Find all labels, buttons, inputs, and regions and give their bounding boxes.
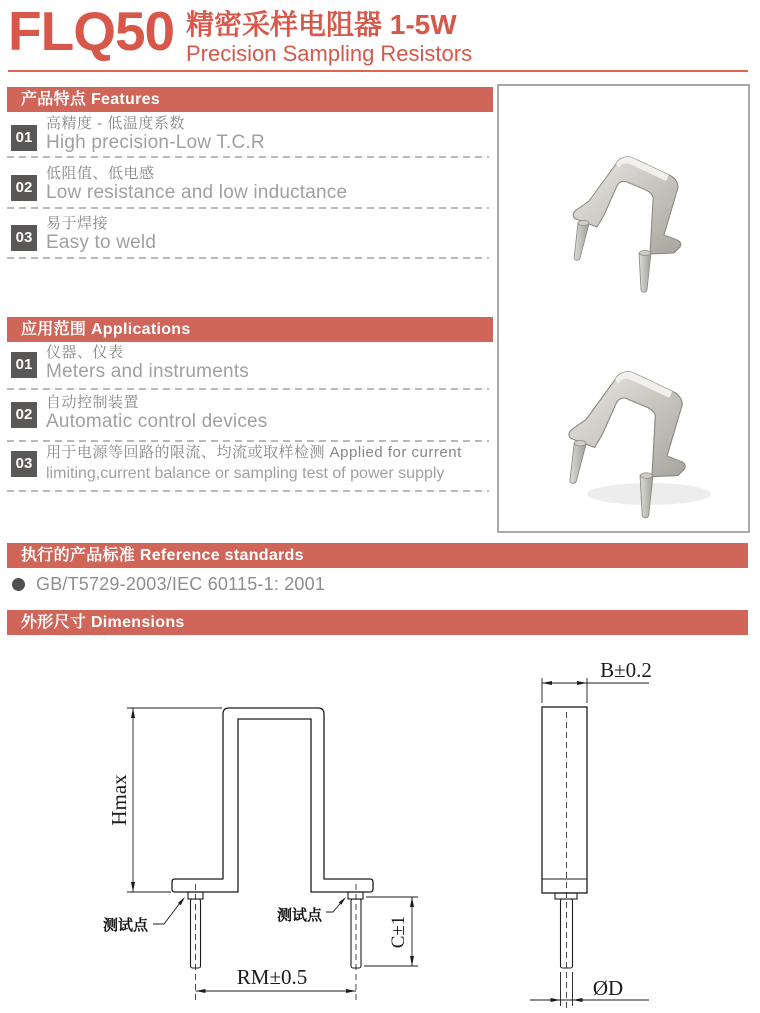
section-heading-features: 产品特点 Features [7,87,493,112]
product-model: FLQ50 [8,0,175,62]
feature-number-badge: 03 [11,225,37,251]
feature-item-zh: 易于焊接 [46,215,109,232]
dashed-divider [7,257,489,259]
test-point-label-right: 测试点 [277,907,323,924]
product-photo-top [573,157,681,292]
technical-drawing-front [127,708,418,1002]
section-heading-standards: 执行的产品标准 Reference standards [7,543,748,568]
feature-item-en: Low resistance and low inductance [46,182,348,203]
application-item-en: Meters and instruments [46,361,249,382]
technical-drawing-side [530,678,649,1008]
section-heading-applications: 应用范围 Applications [7,317,493,342]
application-item-zh: 自动控制装置 [46,394,140,411]
dashed-divider [7,388,489,390]
product-photo-bottom [569,372,711,518]
feature-number-badge: 02 [11,175,37,201]
header-divider [8,70,748,72]
section-heading-dimensions: 外形尺寸 Dimensions [7,610,748,635]
feature-item-en: Easy to weld [46,232,157,253]
bullet-icon [12,578,25,591]
dashed-divider [7,490,489,492]
test-point-label-left: 测试点 [103,917,149,934]
application-number-badge: 02 [11,402,37,428]
dashed-divider [7,156,489,158]
dimension-arrows-side [542,681,587,1002]
product-photos [499,86,748,531]
dimension-label-rm: RM±0.5 [236,965,308,989]
application-number-badge: 03 [11,451,37,477]
dimension-label-d: ØD [592,976,624,1000]
page-title-zh: 精密采样电阻器 1-5W [186,9,457,40]
dimension-arrows [131,708,414,993]
application-item-en: limiting,current balance or sampling test of power supply [46,465,445,482]
dimension-drawings [0,640,760,1013]
application-item-en: Automatic control devices [46,411,268,432]
application-item-zh: 用于电源等回路的限流、均流或取样检测 Applied for current [46,444,462,461]
dimension-label-c: C±1 [388,915,409,949]
page-title-en: Precision Sampling Resistors [186,41,473,66]
product-photo-panel [497,84,750,533]
dashed-divider [7,440,489,442]
feature-number-badge: 01 [11,125,37,151]
dimension-label-b: B±0.2 [600,658,652,682]
feature-item-zh: 低阻值、低电感 [46,165,155,182]
feature-item-zh: 高精度 - 低温度系数 [46,115,185,132]
application-number-badge: 01 [11,352,37,378]
dimension-label-hmax: Hmax [107,774,131,826]
application-item-zh: 仪器、仪表 [46,344,124,361]
dashed-divider [7,207,489,209]
feature-item-en: High precision-Low T.C.R [46,132,265,153]
standard-item: GB/T5729-2003/IEC 60115-1: 2001 [36,574,326,594]
